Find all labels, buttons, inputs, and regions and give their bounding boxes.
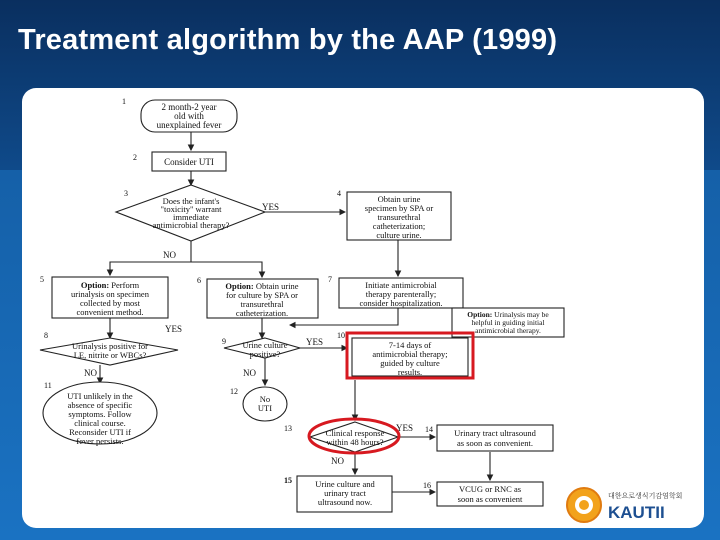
svg-text:7: 7 bbox=[328, 275, 332, 284]
label-yes-8: YES bbox=[165, 324, 183, 334]
svg-text:3: 3 bbox=[124, 189, 128, 198]
svg-text:8: 8 bbox=[44, 331, 48, 340]
svg-text:Urine culture and: Urine culture and bbox=[315, 479, 375, 489]
svg-text:Reconsider UTI if: Reconsider UTI if bbox=[69, 427, 131, 437]
svg-text:catheterization;: catheterization; bbox=[372, 221, 426, 231]
svg-text:Clinical response: Clinical response bbox=[325, 428, 385, 438]
svg-text:Option: Urinalysis may be: Option: Urinalysis may be bbox=[467, 310, 549, 319]
svg-text:Consider UTI: Consider UTI bbox=[164, 157, 214, 167]
node-5 bbox=[40, 275, 168, 318]
svg-text:4: 4 bbox=[337, 189, 341, 198]
slide-title: Treatment algorithm by the AAP (1999) bbox=[18, 24, 558, 56]
svg-text:9: 9 bbox=[222, 337, 226, 346]
svg-text:urinary tract: urinary tract bbox=[324, 488, 366, 498]
svg-text:7-14 days of: 7-14 days of bbox=[388, 340, 432, 350]
svg-text:11: 11 bbox=[44, 381, 52, 390]
label-no-3: NO bbox=[163, 250, 176, 260]
node-12 bbox=[230, 387, 287, 421]
svg-text:consider hospitalization.: consider hospitalization. bbox=[359, 298, 443, 308]
svg-text:Initiate antimicrobial: Initiate antimicrobial bbox=[365, 280, 437, 290]
svg-text:positive?: positive? bbox=[249, 349, 281, 359]
svg-text:antimicrobial therapy.: antimicrobial therapy. bbox=[475, 326, 541, 335]
svg-text:culture urine.: culture urine. bbox=[376, 230, 422, 240]
svg-text:transurethral: transurethral bbox=[240, 299, 284, 309]
node-14 bbox=[425, 425, 553, 451]
svg-text:16: 16 bbox=[423, 481, 431, 490]
svg-text:symptoms. Follow: symptoms. Follow bbox=[68, 409, 132, 419]
svg-text:No: No bbox=[259, 394, 271, 404]
node-3 bbox=[116, 185, 265, 241]
svg-text:specimen by SPA or: specimen by SPA or bbox=[364, 203, 434, 213]
svg-text:10: 10 bbox=[337, 331, 345, 340]
label-no-9: NO bbox=[243, 368, 256, 378]
node-10 bbox=[337, 331, 473, 378]
svg-text:1: 1 bbox=[122, 97, 126, 106]
svg-text:2: 2 bbox=[133, 153, 137, 162]
svg-text:helpful in guiding initial: helpful in guiding initial bbox=[471, 318, 545, 327]
kautii-logo bbox=[566, 485, 706, 525]
node-11 bbox=[43, 381, 157, 446]
svg-text:Option: Obtain urine: Option: Obtain urine bbox=[225, 281, 299, 291]
label-no-8: NO bbox=[84, 368, 97, 378]
svg-text:urinalysis on specimen: urinalysis on specimen bbox=[71, 289, 149, 299]
node-13 bbox=[284, 419, 399, 453]
svg-text:unexplained fever: unexplained fever bbox=[156, 120, 222, 130]
node-2 bbox=[133, 152, 226, 171]
svg-text:therapy parenterally;: therapy parenterally; bbox=[365, 289, 437, 299]
label-yes-3: YES bbox=[262, 202, 280, 212]
svg-text:Option: Perform: Option: Perform bbox=[80, 280, 140, 290]
svg-text:13: 13 bbox=[284, 424, 292, 433]
svg-text:catheterization.: catheterization. bbox=[235, 308, 289, 318]
svg-text:UTI unlikely in the: UTI unlikely in the bbox=[67, 391, 133, 401]
svg-text:VCUG or RNC as: VCUG or RNC as bbox=[458, 484, 522, 494]
svg-text:ultrasound now.: ultrasound now. bbox=[317, 497, 373, 507]
svg-text:Urinary tract ultrasound: Urinary tract ultrasound bbox=[454, 428, 536, 438]
svg-text:"toxicity" warrant: "toxicity" warrant bbox=[160, 204, 222, 214]
node-6 bbox=[197, 276, 318, 318]
svg-text:14: 14 bbox=[425, 425, 433, 434]
svg-text:Urinalysis positive for: Urinalysis positive for bbox=[71, 341, 149, 351]
svg-text:Obtain urine: Obtain urine bbox=[377, 194, 421, 204]
svg-text:Does the infant's: Does the infant's bbox=[162, 196, 220, 206]
svg-text:guided by culture: guided by culture bbox=[380, 358, 440, 368]
svg-text:absence of specific: absence of specific bbox=[67, 400, 133, 410]
svg-text:old with: old with bbox=[174, 111, 204, 121]
svg-text:antimicrobial therapy?: antimicrobial therapy? bbox=[152, 220, 230, 230]
svg-text:6: 6 bbox=[197, 276, 201, 285]
node-9 bbox=[222, 337, 300, 359]
svg-text:12: 12 bbox=[230, 387, 238, 396]
svg-text:clinical course.: clinical course. bbox=[74, 418, 126, 428]
svg-text:15: 15 bbox=[284, 476, 292, 485]
svg-text:for culture by SPA or: for culture by SPA or bbox=[226, 290, 298, 300]
svg-text:LE, nitrite or WBCs?: LE, nitrite or WBCs? bbox=[73, 350, 147, 360]
svg-text:within 48 hours?: within 48 hours? bbox=[326, 437, 384, 447]
node-1 bbox=[122, 97, 237, 132]
svg-text:results.: results. bbox=[397, 367, 423, 377]
logo-brand: KAUTII bbox=[608, 503, 665, 522]
svg-text:as soon as convenient.: as soon as convenient. bbox=[456, 438, 534, 448]
node-7 bbox=[328, 275, 463, 308]
svg-text:antimicrobial therapy;: antimicrobial therapy; bbox=[372, 349, 448, 359]
svg-text:immediate: immediate bbox=[173, 212, 209, 222]
label-yes-9: YES bbox=[306, 337, 324, 347]
svg-text:fever persists.: fever persists. bbox=[76, 436, 124, 446]
svg-text:UTI: UTI bbox=[257, 403, 273, 413]
svg-text:Urine culture: Urine culture bbox=[242, 340, 288, 350]
node-8 bbox=[40, 331, 178, 365]
node-16 bbox=[423, 481, 543, 506]
svg-text:2 month-2 year: 2 month-2 year bbox=[161, 102, 217, 112]
svg-text:5: 5 bbox=[40, 275, 44, 284]
node-15 bbox=[284, 476, 392, 512]
label-no-13: NO bbox=[331, 456, 344, 466]
logo-korean: 대한요로생식기감염학회 bbox=[608, 492, 683, 500]
node-4 bbox=[337, 189, 451, 240]
svg-text:collected by most: collected by most bbox=[80, 298, 140, 308]
svg-text:convenient method.: convenient method. bbox=[76, 307, 144, 317]
svg-text:transurethral: transurethral bbox=[377, 212, 421, 222]
svg-text:soon as convenient: soon as convenient bbox=[457, 494, 523, 504]
label-yes-13: YES bbox=[396, 423, 414, 433]
